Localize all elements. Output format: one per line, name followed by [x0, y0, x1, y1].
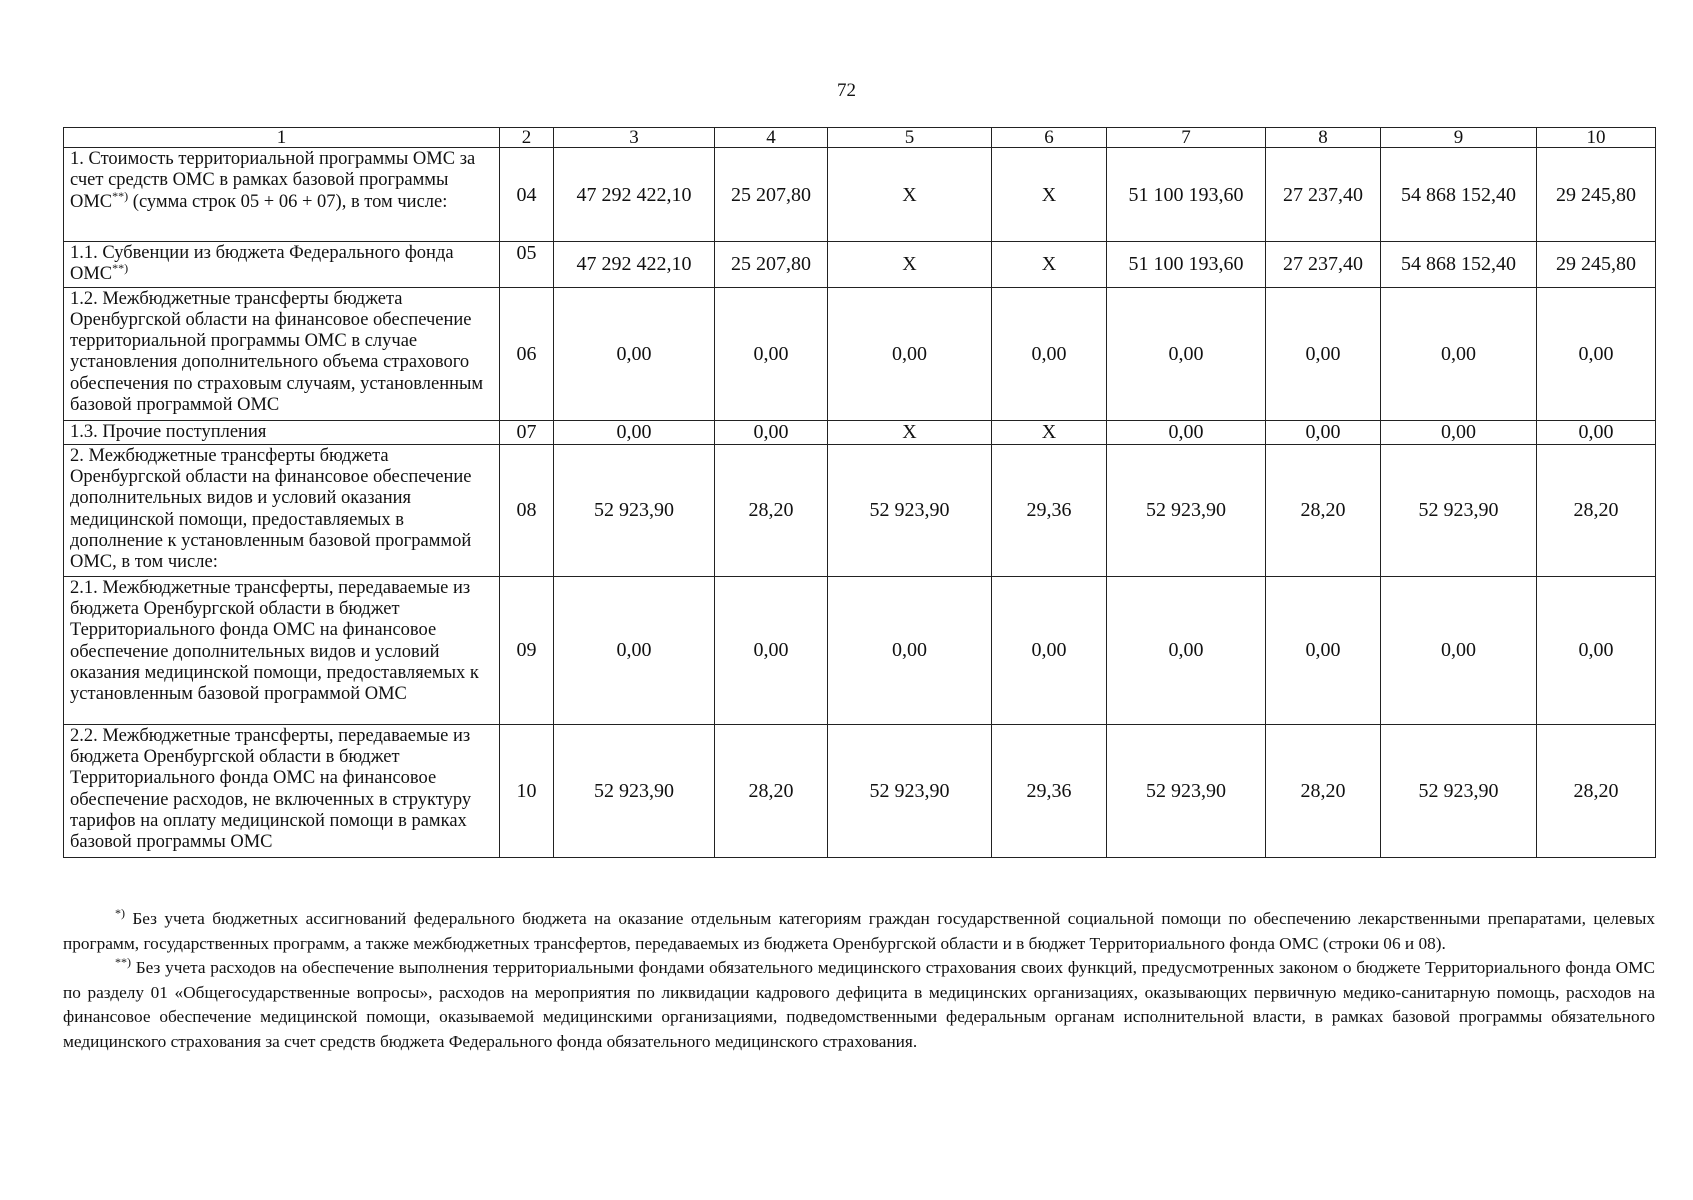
table-cell: X: [828, 242, 992, 288]
row-name: [64, 287, 500, 420]
table-cell: 28,20: [715, 724, 828, 857]
row-name-text: 1. Стоимость территориальной программы ОМС за счет средств ОМС в рамках базовой программы ОМС: [70, 149, 476, 212]
table-cell: 47 292 422,10: [554, 148, 715, 242]
table-cell: 0,00: [1107, 576, 1266, 724]
table-cell: X: [828, 148, 992, 242]
table-cell: 27 237,40: [1266, 242, 1381, 288]
row-name: [64, 148, 500, 242]
table-cell: 47 292 422,10: [554, 242, 715, 288]
table-cell: 0,00: [1107, 287, 1266, 420]
row-name-text: 1.2. Межбюджетные трансферты бюджета Оренбургской области на финансовое обеспечение территориальной программы ОМС в случае установления дополнительного объема страхового обеспечения по страховым случаям, установленным базовой программой ОМС: [70, 288, 484, 416]
table-cell: 51 100 193,60: [1107, 148, 1266, 242]
column-header: 3: [554, 128, 715, 148]
footnote-text: Без учета расходов на обеспечение выполнения территориальными фондами обязательного медицинского страхования своих функций, предусмотренных законом о бюджете Территориального фонда ОМС по разделу 01 «Общегосударственные вопросы», расходов на мероприятия по ликвидации кадрового дефицита в медицинских организациях, оказывающих первичную медико-санитарную помощь, расходов на финансовое обеспечение медицинской помощи, оказываемой медицинскими организациями, подведомственными федеральным органам исполнительной власти, в рамках базовой программы обязательного медицинского страхования за счет средств бюджета Федерального фонда обязательного медицинского страхования.: [63, 958, 1655, 1051]
row-name: [64, 242, 500, 288]
table-cell: 0,00: [1537, 576, 1656, 724]
table-row: [64, 444, 1656, 576]
row-code: 10: [500, 724, 554, 857]
footnote: [63, 956, 1655, 1054]
column-header: 8: [1266, 128, 1381, 148]
table-cell: 0,00: [715, 576, 828, 724]
table-cell: X: [992, 242, 1107, 288]
budget-table: [63, 127, 1656, 858]
table-cell: 0,00: [828, 287, 992, 420]
table-cell: 52 923,90: [1381, 444, 1537, 576]
row-name: [64, 576, 500, 724]
footnote-text: Без учета бюджетных ассигнований федерального бюджета на оказание отдельным категориям граждан государственной социальной помощи по обеспечению лекарственными препаратами, целевых программ, государственных программ, а также межбюджетных трансфертов, передаваемых из бюджета Оренбургской области и в бюджет Территориального фонда ОМС (строки 06 и 08).: [63, 909, 1655, 953]
row-name: [64, 724, 500, 857]
table-cell: 52 923,90: [554, 444, 715, 576]
table-cell: 51 100 193,60: [1107, 242, 1266, 288]
table-row: [64, 242, 1656, 288]
page-number: 72: [837, 80, 856, 101]
table-cell: 0,00: [1266, 420, 1381, 444]
table-cell: 0,00: [554, 287, 715, 420]
row-code: 06: [500, 287, 554, 420]
table-cell: 0,00: [554, 420, 715, 444]
table-cell: 0,00: [1381, 420, 1537, 444]
table-cell: 0,00: [554, 576, 715, 724]
table-cell: 25 207,80: [715, 242, 828, 288]
table-cell: 28,20: [1537, 724, 1656, 857]
table-body: [64, 128, 1656, 858]
table-cell: 0,00: [1266, 287, 1381, 420]
table-cell: 0,00: [1537, 287, 1656, 420]
table-cell: 0,00: [1266, 576, 1381, 724]
table-row: [64, 724, 1656, 857]
column-header: 6: [992, 128, 1107, 148]
row-code: 09: [500, 576, 554, 724]
footnote-mark: **): [115, 955, 131, 970]
table-cell: 52 923,90: [828, 444, 992, 576]
table-cell: 0,00: [715, 420, 828, 444]
column-header: 1: [64, 128, 500, 148]
row-name: [64, 444, 500, 576]
row-name-text: 1.1. Субвенции из бюджета Федерального фонда ОМС: [70, 243, 454, 285]
row-name: [64, 420, 500, 444]
table-cell: 0,00: [1381, 576, 1537, 724]
row-code: 07: [500, 420, 554, 444]
row-name-text: 2. Межбюджетные трансферты бюджета Оренбургской области на финансовое обеспечение дополнительных видов и условий оказания медицинской помощи, предоставляемых в дополнение к установленным базовой программой ОМС, в том числе:: [70, 445, 472, 573]
table-cell: 0,00: [828, 576, 992, 724]
row-code: 05: [500, 242, 554, 288]
table-cell: 52 923,90: [828, 724, 992, 857]
row-name-text: 2.2. Межбюджетные трансферты, передаваемые из бюджета Оренбургской области в бюджет Территориального фонда ОМС на финансовое обеспечение расходов, не включенных в структуру тарифов на оплату медицинской помощи в рамках базовой программы ОМС: [70, 725, 472, 853]
column-header: 5: [828, 128, 992, 148]
table-cell: X: [992, 420, 1107, 444]
table-cell: 54 868 152,40: [1381, 148, 1537, 242]
table-row: [64, 576, 1656, 724]
row-name-footnote-mark: **): [112, 261, 129, 276]
column-header: 9: [1381, 128, 1537, 148]
table-cell: 28,20: [715, 444, 828, 576]
table-cell: 29 245,80: [1537, 148, 1656, 242]
table-cell: 0,00: [992, 287, 1107, 420]
table-cell: 0,00: [1537, 420, 1656, 444]
table-cell: 25 207,80: [715, 148, 828, 242]
footnote-mark: *): [115, 906, 125, 921]
row-code: 04: [500, 148, 554, 242]
table-cell: 0,00: [992, 576, 1107, 724]
column-header: 4: [715, 128, 828, 148]
table-cell: 0,00: [1107, 420, 1266, 444]
table-cell: 52 923,90: [554, 724, 715, 857]
table-cell: 28,20: [1266, 724, 1381, 857]
table-row: [64, 287, 1656, 420]
row-name-text: 1.3. Прочие поступления: [70, 421, 267, 442]
row-code: 08: [500, 444, 554, 576]
table-cell: 52 923,90: [1107, 724, 1266, 857]
row-name-tail: (сумма строк 05 + 06 + 07), в том числе:: [128, 191, 448, 212]
table-cell: 29,36: [992, 444, 1107, 576]
table-row: [64, 148, 1656, 242]
table-cell: 0,00: [715, 287, 828, 420]
row-name-footnote-mark: **): [112, 188, 129, 203]
column-header: 10: [1537, 128, 1656, 148]
table-cell: 28,20: [1266, 444, 1381, 576]
table-header-row: [64, 128, 1656, 148]
table-cell: X: [828, 420, 992, 444]
table-cell: 54 868 152,40: [1381, 242, 1537, 288]
table-cell: 27 237,40: [1266, 148, 1381, 242]
table-cell: 29 245,80: [1537, 242, 1656, 288]
footnote: [63, 907, 1655, 956]
footnotes: [63, 907, 1655, 1054]
table-cell: X: [992, 148, 1107, 242]
table-row: [64, 420, 1656, 444]
table-cell: 52 923,90: [1381, 724, 1537, 857]
table-cell: 0,00: [1381, 287, 1537, 420]
table-cell: 29,36: [992, 724, 1107, 857]
row-name-text: 2.1. Межбюджетные трансферты, передаваемые из бюджета Оренбургской области в бюджет Территориального фонда ОМС на финансовое обеспечение дополнительных видов и условий оказания медицинской помощи, предоставляемых к установленным базовой программой ОМС: [70, 577, 479, 705]
column-header: 2: [500, 128, 554, 148]
table-cell: 52 923,90: [1107, 444, 1266, 576]
column-header: 7: [1107, 128, 1266, 148]
table-cell: 28,20: [1537, 444, 1656, 576]
